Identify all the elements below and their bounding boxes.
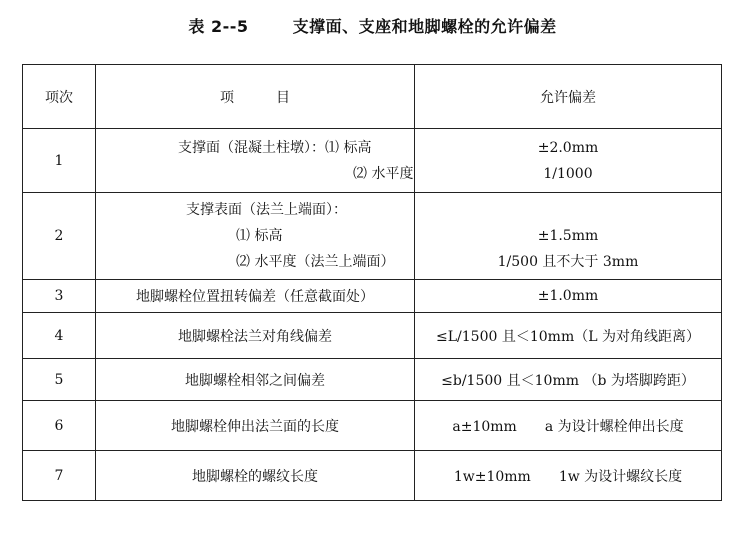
- table-row: [23, 313, 722, 359]
- table-caption: 支撑面、支座和地脚螺栓的允许偏差: [292, 17, 557, 36]
- item-line: ⑴ 标高: [236, 228, 283, 244]
- item-line: ⑵ 水平度（法兰上端面）: [236, 254, 395, 270]
- row-index: 7: [23, 451, 96, 501]
- item-line: 支撑面（混凝土柱墩）：⑴ 标高: [178, 139, 372, 156]
- row-index: 3: [23, 280, 96, 313]
- row-tolerance: ±1.0mm: [415, 280, 722, 313]
- row-item: 地脚螺栓位置扭转偏差（任意截面处）: [96, 280, 415, 313]
- table-row: [23, 129, 722, 193]
- row-tolerance: ≤L/1500 且＜10mm（L 为对角线距离）: [415, 313, 722, 359]
- tolerance-line: [415, 197, 721, 223]
- row-index: 2: [23, 193, 96, 280]
- tolerance-line: 1/1000: [543, 165, 593, 182]
- table-row: [23, 451, 722, 501]
- tolerance-line: 1/500 且不大于 3mm: [497, 254, 639, 270]
- tolerance-line: ±2.0mm: [537, 139, 599, 156]
- table-number: 表 2--5: [188, 17, 249, 36]
- table-row: [23, 193, 722, 280]
- row-tolerance: [415, 129, 722, 193]
- row-index: 1: [23, 129, 96, 193]
- row-index: 4: [23, 313, 96, 359]
- row-tolerance: 1w±10mm 1w 为设计螺纹长度: [415, 451, 722, 501]
- item-line: ⑵ 水平度: [353, 165, 414, 182]
- row-item: 地脚螺栓伸出法兰面的长度: [96, 401, 415, 451]
- header-index: 项次: [23, 65, 96, 129]
- header-row: [23, 65, 722, 129]
- header-item: 项 目: [96, 65, 415, 129]
- table-row: [23, 359, 722, 401]
- row-item: 地脚螺栓相邻之间偏差: [96, 359, 415, 401]
- row-item: [96, 129, 415, 193]
- row-item: 地脚螺栓的螺纹长度: [96, 451, 415, 501]
- item-line: 支撑表面（法兰上端面）：: [186, 202, 347, 218]
- table-title: [0, 14, 745, 37]
- row-item: [96, 193, 415, 280]
- tolerance-line: ±1.5mm: [537, 228, 599, 244]
- table-row: [23, 280, 722, 313]
- row-item: 地脚螺栓法兰对角线偏差: [96, 313, 415, 359]
- row-tolerance: ≤b/1500 且＜10mm （b 为塔脚跨距）: [415, 359, 722, 401]
- row-tolerance: [415, 193, 722, 280]
- tolerance-table: [22, 64, 722, 501]
- table-row: [23, 401, 722, 451]
- header-tolerance: 允许偏差: [415, 65, 722, 129]
- row-index: 6: [23, 401, 96, 451]
- row-index: 5: [23, 359, 96, 401]
- row-tolerance: a±10mm a 为设计螺栓伸出长度: [415, 401, 722, 451]
